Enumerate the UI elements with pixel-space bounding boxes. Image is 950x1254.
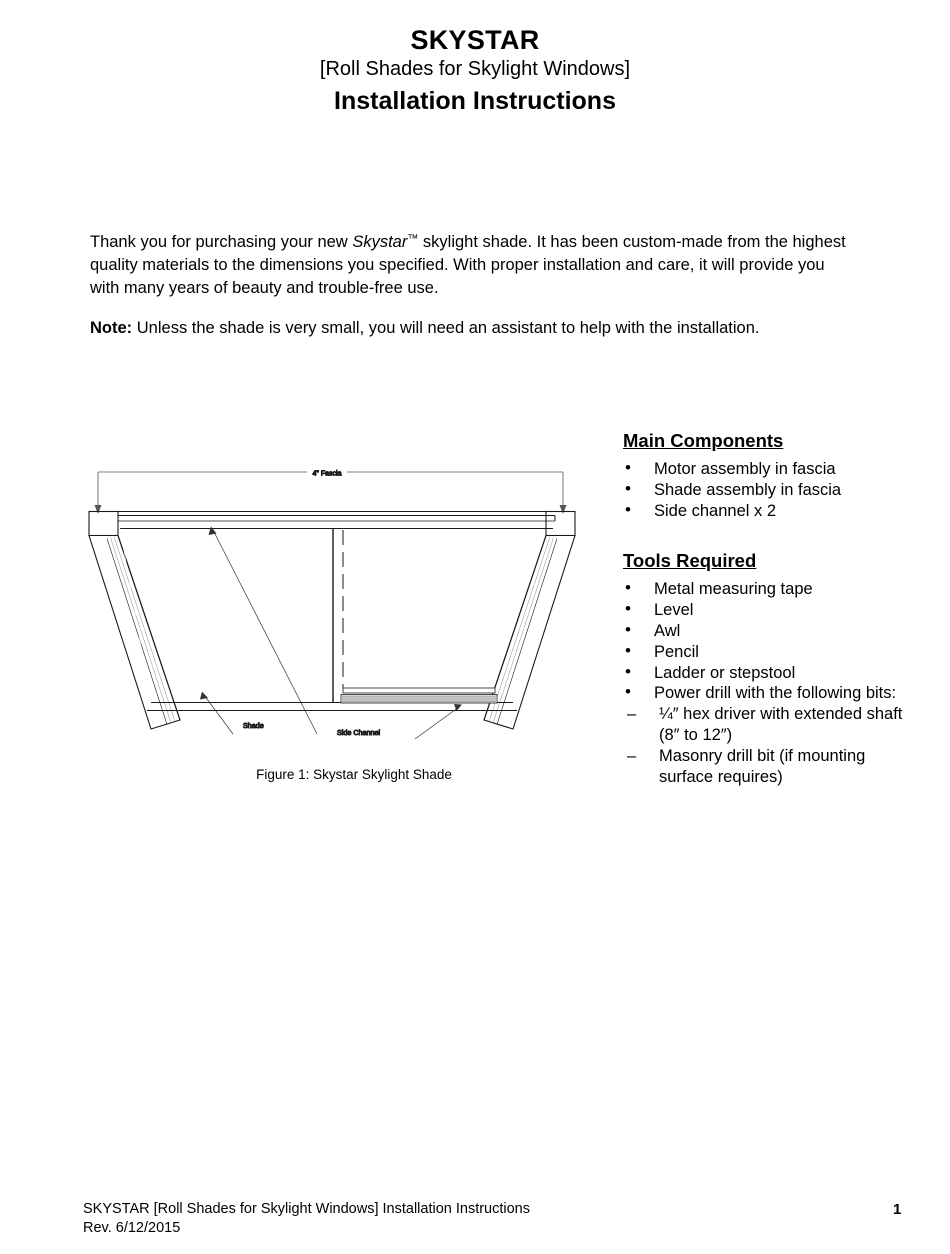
list-item: • Awl — [623, 621, 913, 642]
footer-title: SKYSTAR [Roll Shades for Skylight Windows] Installation Instructions — [83, 1201, 531, 1217]
document-footer — [83, 1200, 883, 1238]
leader-arrow-fascia — [209, 527, 217, 536]
left-side-channel — [89, 536, 180, 730]
intro-paragraph — [90, 228, 852, 300]
list-item: • Level — [623, 600, 913, 621]
fascia-dimension-line — [98, 472, 563, 510]
trademark-symbol: ™ — [407, 233, 419, 245]
main-components-list — [623, 459, 913, 521]
fascia-dimension-label: 4" Fascia — [312, 470, 342, 478]
page-subtitle: [Roll Shades for Skylight Windows] — [319, 58, 631, 80]
leader-line-shade — [204, 695, 233, 734]
list-item: • Shade assembly in fascia — [623, 480, 913, 501]
side-column — [623, 429, 913, 787]
leader-line-side-channel — [213, 530, 317, 734]
document-header — [0, 24, 950, 117]
main-components-heading: Main Components — [623, 430, 784, 451]
skylight-shade-diagram — [85, 458, 605, 758]
list-item: • Ladder or stepstool — [623, 663, 913, 684]
list-item: • Motor assembly in fascia — [623, 459, 913, 480]
shade-label: Shade — [243, 721, 264, 730]
list-item: • Side channel x 2 — [623, 501, 913, 522]
fascia-arrow-right — [560, 505, 567, 514]
note-paragraph — [90, 317, 852, 340]
intro-text-lead: Thank you for purchasing your new — [90, 232, 353, 251]
leader-line-hembar — [415, 707, 459, 739]
list-item: • Metal measuring tape — [623, 579, 913, 600]
figure-caption: Figure 1: Skystar Skylight Shade — [256, 767, 452, 782]
intro-section — [90, 228, 852, 340]
list-item: – Masonry drill bit (if mounting surface requires) — [623, 746, 913, 788]
right-side-channel — [484, 536, 575, 730]
intro-text-rest: skylight shade. It has been custom-made from the highest quality materials to the dimensions you specified. With proper installation and care, it will provide you with many years of beauty and trouble-free use. — [90, 232, 846, 297]
list-item: • Pencil — [623, 642, 913, 663]
footer-revision: Rev. 6/12/2015 — [83, 1220, 181, 1236]
note-body: Unless the shade is very small, you will need an assistant to help with the installation. — [132, 318, 760, 337]
bottom-sill-bar — [147, 703, 517, 711]
page-title-brand: SKYSTAR — [410, 25, 540, 55]
drill-bits-sublist — [623, 704, 913, 787]
fascia-bar — [89, 512, 575, 529]
page-number: 1 — [893, 1201, 902, 1218]
product-name-italic: Skystar — [352, 232, 408, 251]
list-item: • Power drill with the following bits: — [623, 683, 913, 704]
page-title-doctype: Installation Instructions — [334, 87, 616, 115]
side-channel-label: Side Channel — [337, 728, 381, 737]
tools-required-heading: Tools Required — [623, 550, 757, 572]
figure-1-block — [85, 458, 605, 784]
note-label: Note: — [90, 318, 133, 337]
fascia-arrow-left — [95, 505, 102, 514]
tools-required-list — [623, 579, 913, 704]
left-fascia-end-cap — [89, 512, 118, 536]
hembar-mesh-band — [341, 688, 497, 703]
list-item: – ¼″ hex driver with extended shaft (8″ to 12″) — [623, 704, 913, 746]
